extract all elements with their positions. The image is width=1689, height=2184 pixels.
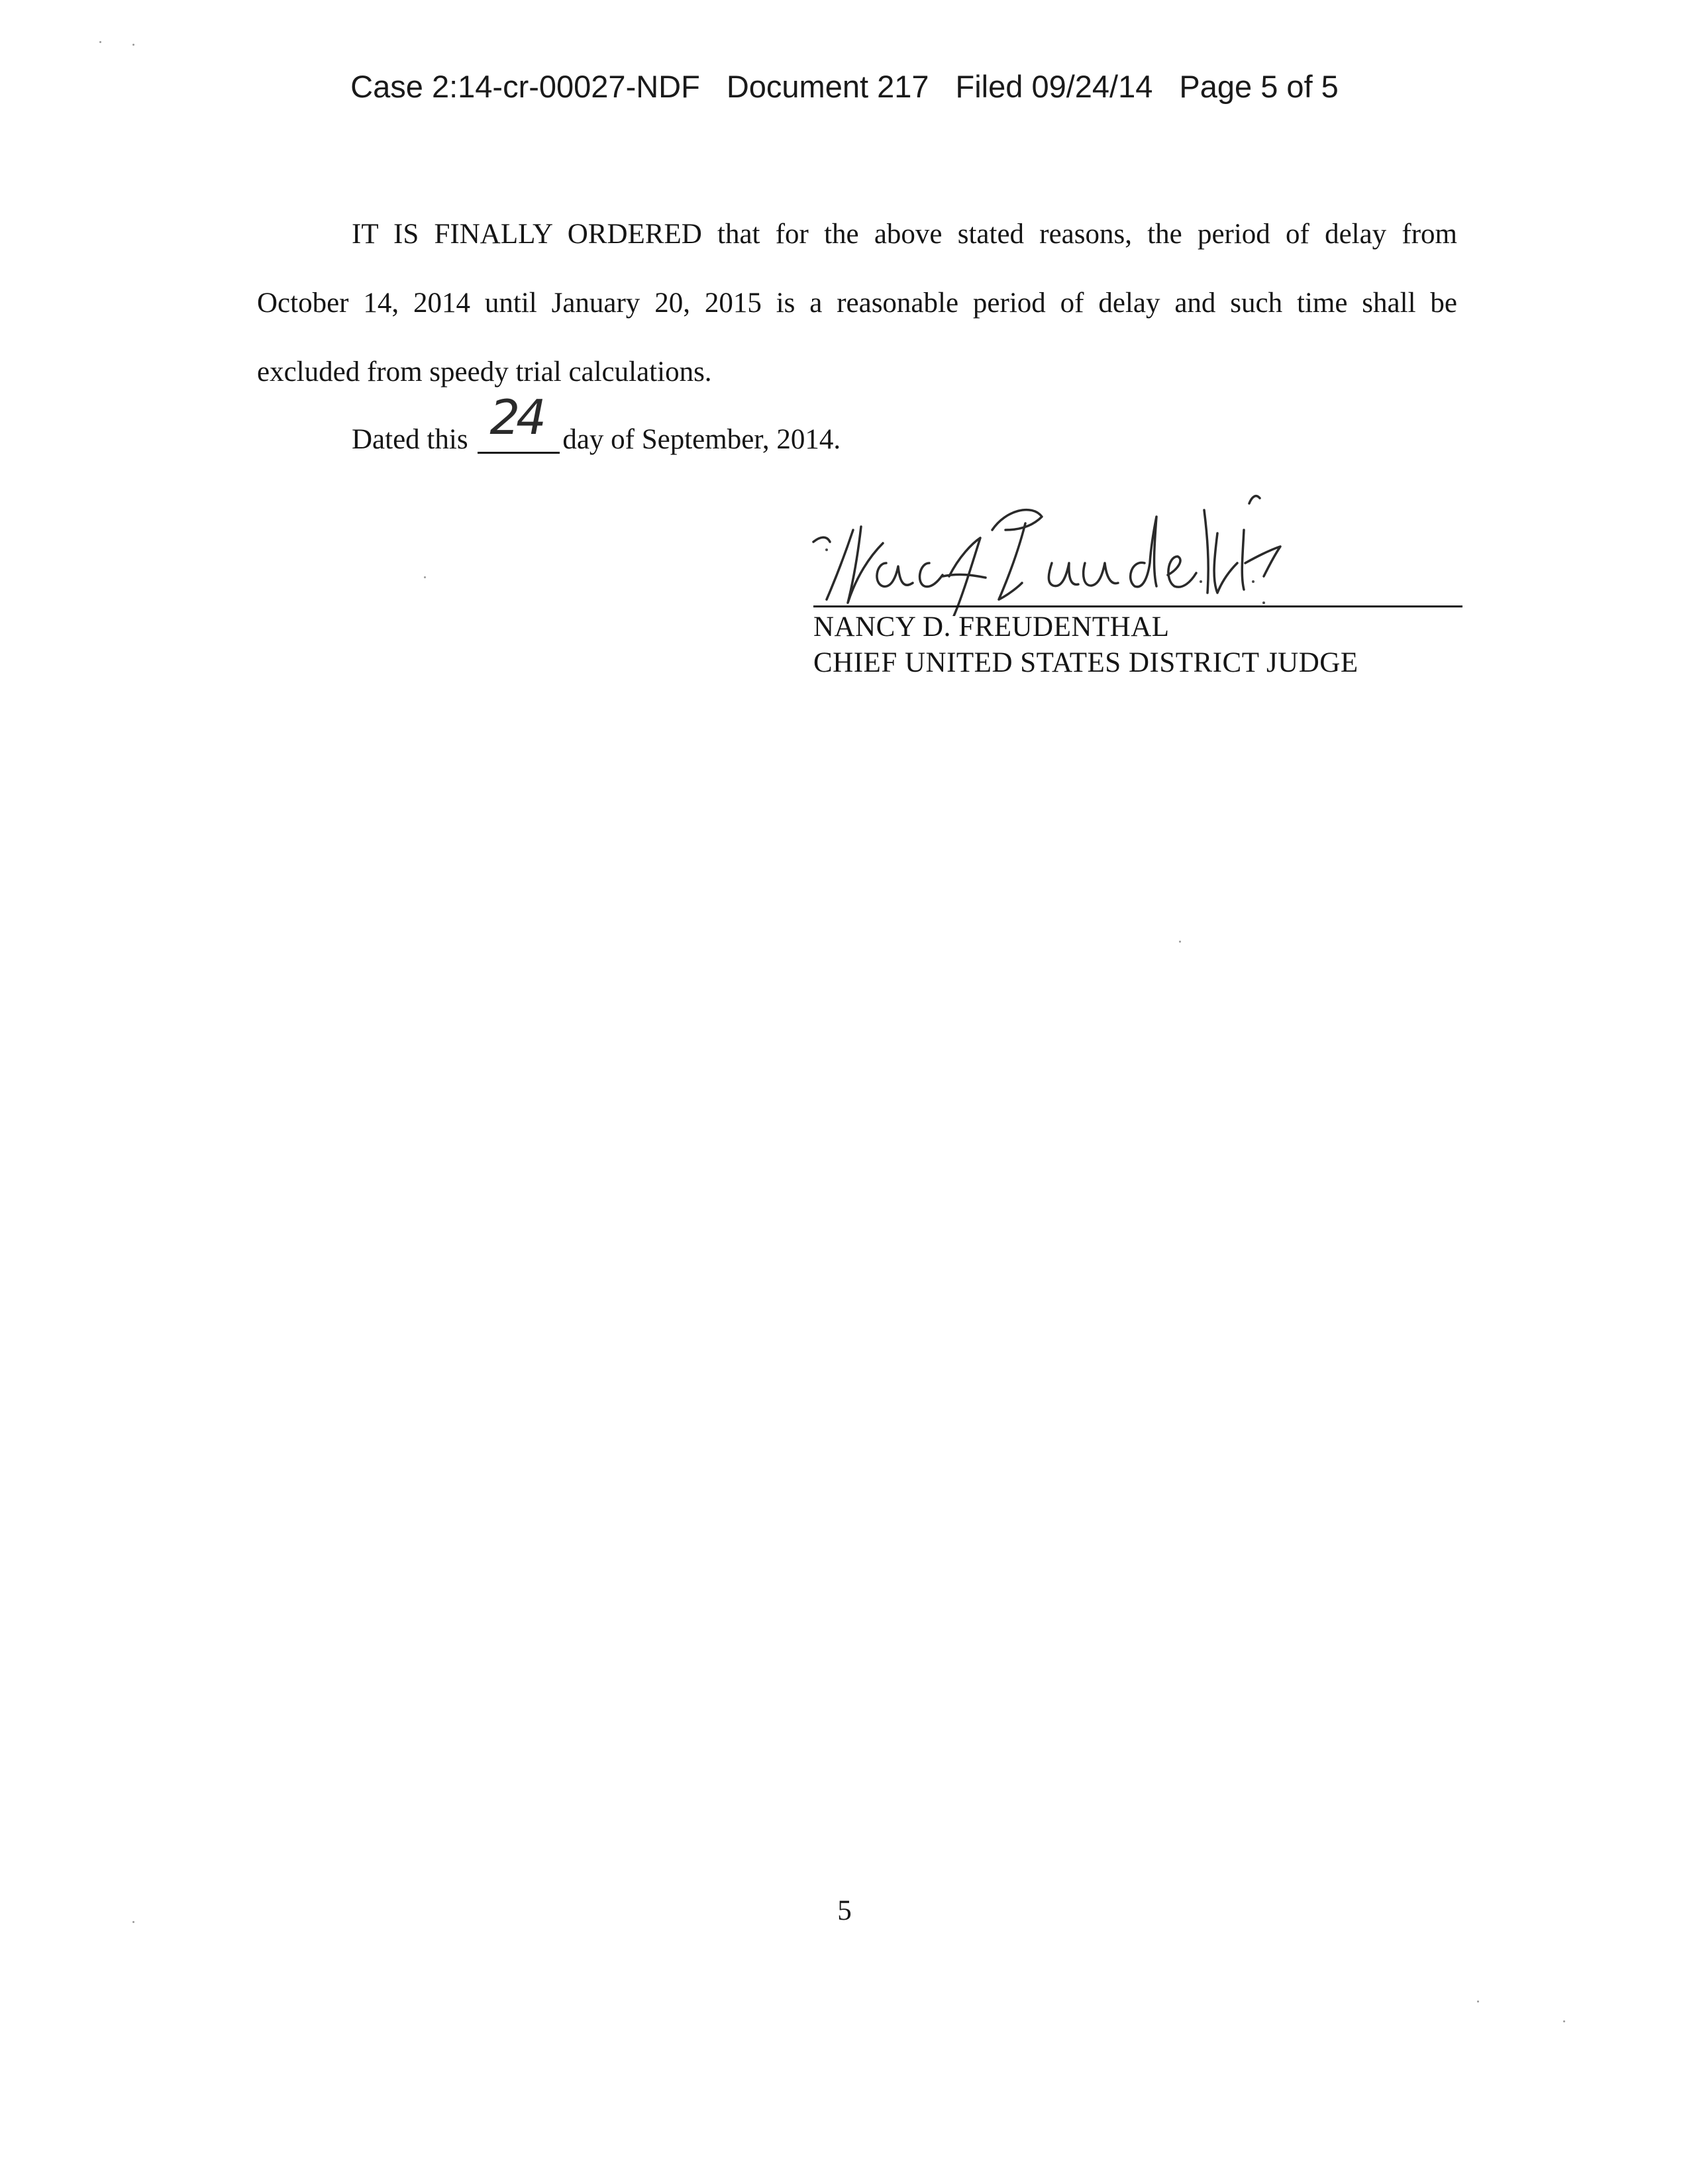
order-line-1: IT IS FINALLY ORDERED that for the above stated reasons, the period of delay from [352, 219, 1457, 250]
header-document-number: Document 217 [726, 69, 929, 104]
scan-speck [99, 41, 101, 43]
day-blank [478, 390, 560, 454]
header-case-number: Case 2:14-cr-00027-NDF [350, 69, 700, 104]
dated-line [352, 390, 841, 456]
ecf-header-stamp [0, 68, 1689, 105]
scan-speck [1477, 2001, 1479, 2002]
scan-speck [132, 44, 134, 46]
scan-speck [424, 576, 426, 578]
handwritten-day: 24 [489, 390, 542, 445]
scan-speck [1563, 2020, 1565, 2022]
judge-title: CHIEF UNITED STATES DISTRICT JUDGE [813, 647, 1358, 678]
dated-suffix: day of September, 2014. [562, 424, 841, 455]
order-line-3: excluded from speedy trial calculations. [257, 356, 712, 388]
scan-speck [132, 1921, 134, 1923]
header-page-count: Page 5 of 5 [1179, 69, 1339, 104]
judge-name: NANCY D. FREUDENTHAL [813, 611, 1170, 643]
signature-block [807, 464, 1462, 689]
scan-speck [1179, 941, 1181, 943]
dated-prefix: Dated this [352, 424, 468, 455]
order-paragraph [257, 200, 1457, 407]
handwritten-signature [807, 464, 1462, 616]
signature-line [813, 605, 1462, 607]
header-filed-date: Filed 09/24/14 [955, 69, 1153, 104]
order-line-2: October 14, 2014 until January 20, 2015 is a reasonable period of delay and such time shall be [257, 287, 1457, 319]
page-number: 5 [837, 1895, 852, 1926]
